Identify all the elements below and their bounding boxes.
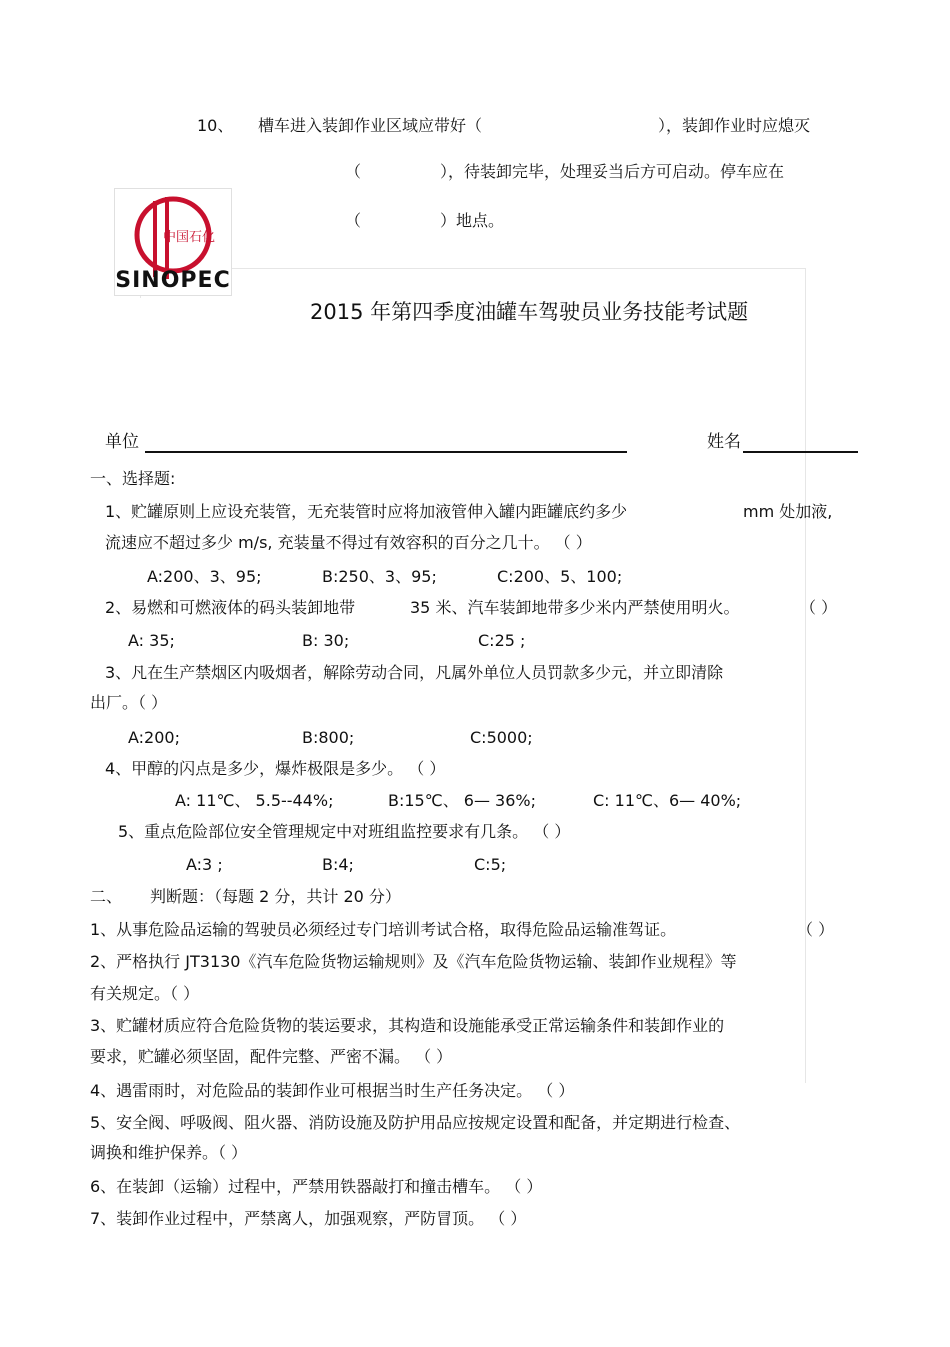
tf1-line1: 1、从事危险品运输的驾驶员必须经过专门培训考试合格，取得危险品运输准驾证。 — [90, 920, 677, 939]
tf6-line1: 6、在装卸（运输）过程中，严禁用铁器敲打和撞击槽车。 （ ） — [90, 1177, 543, 1196]
q4-option-b: B:15℃、 6— 36%; — [388, 791, 537, 810]
q1-line2: 流速应不超过多少 m/s, 充装量不得过有效容积的百分之几十。 （ ） — [105, 533, 592, 552]
q10-line2-start: （ — [345, 162, 362, 181]
q2-text: 2、易燃和可燃液体的码头装卸地带 — [105, 598, 356, 617]
q10-number: 10、 — [197, 116, 234, 135]
unit-field[interactable] — [145, 451, 627, 453]
q3-line2: 出厂。（ ） — [90, 693, 168, 712]
svg-text:中国石化: 中国石化 — [162, 230, 216, 245]
q5-option-a: A:3 ; — [186, 855, 223, 874]
q2-answer-paren: （ ） — [800, 598, 838, 617]
q4-option-a: A: 11℃、 5.5--44%; — [175, 791, 334, 810]
page-frame-top — [140, 268, 805, 269]
section2-heading: 判断题：（每题 2 分，共计 20 分） — [150, 887, 401, 906]
name-label: 姓名 — [707, 432, 741, 452]
q10-line1-start: 槽车进入装卸作业区域应带好（ — [258, 116, 483, 135]
q1-line1: 1、贮罐原则上应设充装管，无充装管时应将加液管伸入罐内距罐底约多少 — [105, 502, 628, 521]
q4-option-c: C: 11℃、6— 40%; — [593, 791, 742, 810]
tf5-line1: 5、安全阀、呼吸阀、阻火器、消防设施及防护用品应按规定设置和配备，并定期进行检查、 — [90, 1113, 741, 1132]
tf2-line1: 2、严格执行 JT3130《汽车危险货物运输规则》及《汽车危险货物运输、装卸作业规程》等 — [90, 952, 737, 971]
q10-line3-start: （ — [345, 211, 362, 230]
tf5-line2: 调换和维护保养。（ ） — [90, 1143, 248, 1162]
section1-heading: 一、选择题: — [90, 469, 176, 488]
tf4-line1: 4、遇雷雨时，对危险品的装卸作业可根据当时生产任务决定。 （ ） — [90, 1081, 575, 1100]
tf7-line1: 7、装卸作业过程中，严禁离人，加强观察，严防冒顶。 （ ） — [90, 1209, 527, 1228]
section2-heading-number: 二、 — [90, 887, 123, 906]
q3-option-b: B:800; — [302, 728, 355, 747]
q5-text: 5、重点危险部位安全管理规定中对班组监控要求有几条。 （ ） — [118, 822, 571, 841]
svg-text:SINOPEC: SINOPEC — [115, 268, 231, 293]
q2-option-c: C:25 ; — [478, 631, 526, 650]
name-field[interactable] — [743, 451, 858, 453]
q4-text: 4、甲醇的闪点是多少，爆炸极限是多少。 （ ） — [105, 759, 446, 778]
q2-text-end: 35 米、汽车装卸地带多少米内严禁使用明火。 — [410, 598, 740, 617]
q3-option-a: A:200; — [128, 728, 180, 747]
q10-line1-end: ），装卸作业时应熄灭 — [658, 116, 811, 135]
unit-label: 单位 — [105, 432, 139, 452]
q3-line1: 3、凡在生产禁烟区内吸烟者，解除劳动合同，凡属外单位人员罚款多少元，并立即清除 — [105, 663, 724, 682]
q2-option-a: A: 35; — [128, 631, 175, 650]
q5-option-c: C:5; — [474, 855, 507, 874]
q5-option-b: B:4; — [322, 855, 354, 874]
page-title: 2015 年第四季度油罐车驾驶员业务技能考试题 — [310, 300, 749, 324]
q3-option-c: C:5000; — [470, 728, 533, 747]
q1-option-c: C:200、5、100; — [497, 567, 623, 586]
page-frame-right — [805, 268, 806, 1083]
q10-line3-end: ）地点。 — [440, 211, 505, 230]
q1-line1-unit: mm 处加液, — [743, 502, 833, 521]
sinopec-logo-icon — [114, 188, 232, 296]
tf2-line2: 有关规定。（ ） — [90, 984, 200, 1003]
q10-line2-end: ），待装卸完毕，处理妥当后方可启动。停车应在 — [440, 162, 785, 181]
q2-option-b: B: 30; — [302, 631, 350, 650]
tf3-line2: 要求，贮罐必须坚固，配件完整、严密不漏。 （ ） — [90, 1047, 453, 1066]
q1-option-a: A:200、3、95; — [147, 567, 262, 586]
q1-option-b: B:250、3、95; — [322, 567, 437, 586]
tf3-line1: 3、贮罐材质应符合危险货物的装运要求，其构造和设施能承受正常运输条件和装卸作业的 — [90, 1016, 725, 1035]
tf1-answer-paren: （ ） — [797, 920, 835, 939]
